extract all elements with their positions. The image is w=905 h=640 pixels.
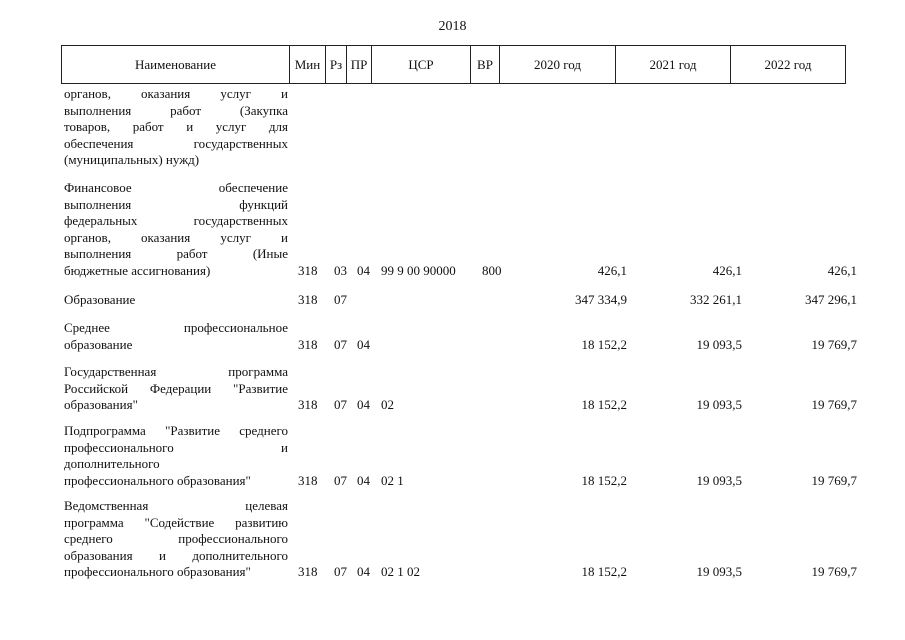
row-name	[64, 364, 288, 414]
row-min: 318	[298, 472, 318, 488]
row-min: 318	[298, 336, 318, 352]
row-pr: 04	[357, 564, 370, 579]
row-name-line: образование	[64, 336, 133, 352]
row-2020: 426,1	[597, 262, 627, 278]
header-2022: 2022 год	[731, 46, 846, 84]
row-name-line: Государственная программа	[64, 364, 288, 379]
row-rz: 07	[334, 292, 347, 307]
row-min: 318	[298, 397, 318, 412]
page-number: 2018	[438, 19, 467, 34]
row-2022: 19 769,7	[811, 564, 857, 579]
row-pr: 04	[357, 472, 370, 488]
row-name-line: федеральных государственных	[64, 213, 288, 228]
row-name-line: (муниципальных) нужд)	[64, 152, 200, 167]
row-rz: 07	[334, 472, 347, 488]
row-2021: 19 093,5	[696, 336, 742, 352]
row-rz: 03	[334, 262, 347, 278]
row-name-line: обеспечения государственных	[64, 135, 288, 151]
header-2021: 2021 год	[616, 46, 731, 84]
row-name	[64, 180, 288, 279]
row-2022: 426,1	[827, 262, 857, 278]
header-min: Мин	[290, 46, 326, 84]
row-rz: 07	[334, 397, 347, 412]
header-rz: Рз	[326, 46, 347, 84]
row-name-line: Финансовое обеспечение	[64, 180, 288, 195]
row-csr: 02 1	[381, 472, 404, 488]
row-2020: 18 152,2	[581, 564, 627, 579]
header-pr: ПР	[347, 46, 372, 84]
row-2020: 18 152,2	[581, 397, 627, 412]
row-name-line: Ведомственная целевая	[64, 498, 288, 513]
row-csr: 02 1 02	[381, 564, 420, 579]
row-2020: 347 334,9	[575, 292, 627, 307]
row-name	[64, 423, 288, 489]
header-csr: ЦСР	[372, 46, 471, 84]
row-name	[64, 86, 288, 169]
row-name-line: Образование	[64, 292, 136, 307]
header-name: Наименование	[62, 46, 290, 84]
row-name	[64, 292, 288, 309]
row-pr: 04	[357, 336, 370, 352]
row-name-line: дополнительного	[64, 456, 160, 471]
row-csr: 99 9 00 90000	[381, 262, 456, 278]
row-name-line: органов, оказания услуг и	[64, 86, 288, 101]
row-2020: 18 152,2	[581, 336, 627, 352]
row-2021: 19 093,5	[696, 472, 742, 488]
row-name-line: Подпрограмма "Развитие среднего	[64, 423, 288, 438]
header-vr: ВР	[471, 46, 500, 84]
row-2022: 19 769,7	[811, 472, 857, 488]
row-min: 318	[298, 292, 318, 307]
row-name-line: Российской Федерации "Развитие	[64, 380, 288, 396]
row-min: 318	[298, 262, 318, 278]
row-name	[64, 498, 288, 581]
row-rz: 07	[334, 336, 347, 352]
row-name-line: товаров, работ и услуг для	[64, 119, 288, 134]
row-rz: 07	[334, 564, 347, 579]
row-2020: 18 152,2	[581, 472, 627, 488]
row-csr: 02	[381, 397, 394, 412]
row-name-line: программа "Содействие развитию	[64, 514, 288, 530]
row-name-line: Среднее профессиональное	[64, 320, 288, 335]
row-name-line: бюджетные ассигнования)	[64, 262, 211, 278]
row-2022: 19 769,7	[811, 336, 857, 352]
row-name-line: образования"	[64, 397, 138, 412]
row-2021: 19 093,5	[696, 564, 742, 579]
row-pr: 04	[357, 262, 370, 278]
row-name-line: профессионального образования"	[64, 472, 251, 488]
row-2022: 19 769,7	[811, 397, 857, 412]
row-2022: 347 296,1	[805, 292, 857, 307]
row-name-line: выполнения работ (Иные	[64, 246, 288, 261]
row-min: 318	[298, 564, 318, 579]
row-name-line: профессионального образования"	[64, 564, 251, 579]
row-2021: 426,1	[712, 262, 742, 278]
row-name-line: профессионального и	[64, 439, 288, 455]
row-vr: 800	[482, 262, 502, 278]
row-name-line: выполнения работ (Закупка	[64, 102, 288, 118]
header-2020: 2020 год	[500, 46, 616, 84]
row-2021: 332 261,1	[690, 292, 742, 307]
row-name-line: органов, оказания услуг и	[64, 229, 288, 245]
row-name-line: выполнения функций	[64, 196, 288, 212]
row-name-line: образования и дополнительного	[64, 547, 288, 563]
row-pr: 04	[357, 397, 370, 412]
row-name	[64, 320, 288, 353]
row-2021: 19 093,5	[696, 397, 742, 412]
row-name-line: среднего профессионального	[64, 531, 288, 546]
